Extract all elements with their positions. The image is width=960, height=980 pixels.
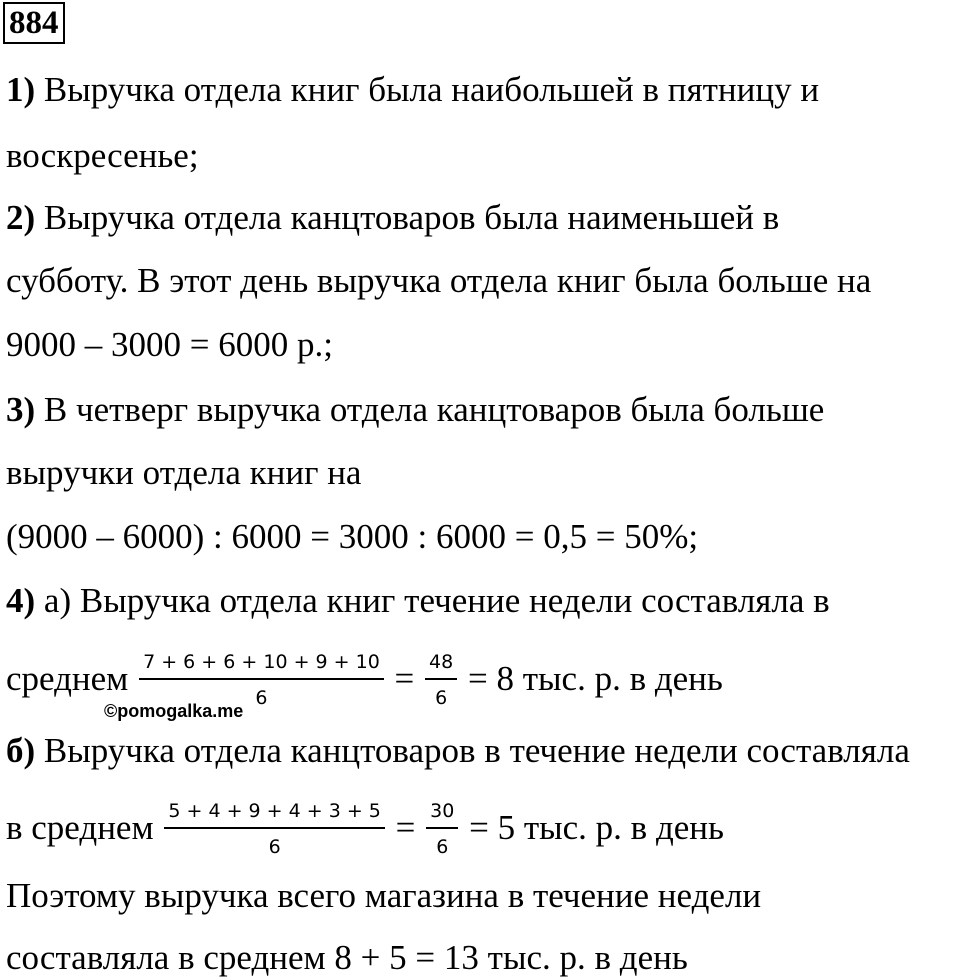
task-number: 884 bbox=[3, 2, 65, 44]
p4a-fraction-total bbox=[425, 650, 457, 710]
p2-line2: субботу. В этот день выручка отдела книг была больше на bbox=[6, 261, 872, 300]
fraction-denominator: 6 bbox=[436, 836, 449, 858]
equals-sign: = bbox=[386, 808, 425, 848]
p4b-prefix: в среднем bbox=[6, 808, 163, 848]
fraction-numerator: 5 + 4 + 9 + 4 + 3 + 5 bbox=[164, 799, 385, 829]
fraction-denominator: 6 bbox=[268, 836, 281, 858]
conclusion-line1: Поэтому выручка всего магазина в течение недели bbox=[6, 876, 762, 915]
p4b-line1 bbox=[6, 731, 910, 771]
conclusion-line2: составляла в среднем 8 + 5 = 13 тыс. р. в день bbox=[6, 938, 688, 977]
p1-line1 bbox=[6, 70, 819, 110]
p2-line3: 9000 – 3000 = 6000 р.; bbox=[6, 325, 333, 364]
p3-text: В четверг выручка отдела канцтоваров была больше bbox=[35, 390, 825, 429]
p4a-result: = 8 тыс. р. в день bbox=[459, 659, 723, 699]
p2-text: Выручка отдела канцтоваров была наименьшей в bbox=[35, 198, 780, 237]
p4a-line1 bbox=[6, 581, 830, 621]
watermark: ©pomogalka.me bbox=[104, 701, 244, 721]
fraction-denominator: 6 bbox=[435, 687, 448, 709]
p4b-result: = 5 тыс. р. в день bbox=[460, 808, 724, 848]
p3-number: 3) bbox=[6, 390, 36, 429]
p3-line2: выручки отдела книг на bbox=[6, 453, 362, 492]
equals-sign: = bbox=[385, 659, 424, 699]
p4b-text: Выручка отдела канцтоваров в течение недели составляла bbox=[35, 731, 910, 770]
p4-number: 4) bbox=[6, 581, 36, 620]
p3-line3: (9000 – 6000) : 6000 = 3000 : 6000 = 0,5 = 50%; bbox=[6, 517, 699, 556]
p4b-fraction-total bbox=[426, 799, 458, 859]
p4a-text: а) Выручка отдела книг течение недели составляла в bbox=[35, 581, 830, 620]
p4b-formula bbox=[6, 801, 724, 861]
p2-line1 bbox=[6, 198, 779, 238]
p1-text: Выручка отдела книг была наибольшей в пятницу и bbox=[35, 70, 820, 109]
p3-line1 bbox=[6, 390, 824, 430]
p1-number: 1) bbox=[6, 70, 36, 109]
fraction-denominator: 6 bbox=[255, 687, 268, 709]
p4a-prefix: среднем bbox=[6, 659, 138, 699]
p4b-fraction-sum bbox=[164, 799, 385, 859]
p4b-number: б) bbox=[6, 731, 36, 770]
fraction-numerator: 48 bbox=[425, 650, 457, 680]
fraction-numerator: 30 bbox=[426, 799, 458, 829]
p2-number: 2) bbox=[6, 198, 36, 237]
p1-line2: воскресенье; bbox=[6, 136, 199, 175]
fraction-numerator: 7 + 6 + 6 + 10 + 9 + 10 bbox=[139, 650, 384, 680]
